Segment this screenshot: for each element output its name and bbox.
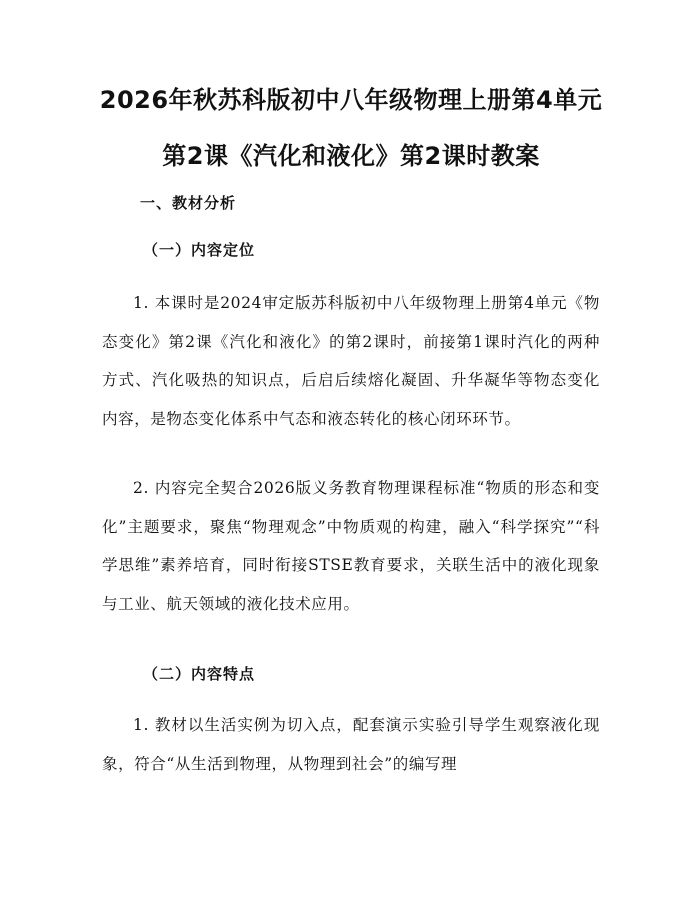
document-title: 2026年秋苏科版初中八年级物理上册第4单元第2课《汽化和液化》第2课时教案 bbox=[99, 86, 603, 170]
paragraph-positioning-1: 1. 本课时是2024审定版苏科版初中八年级物理上册第4单元《物态变化》第2课《汽化和液化》的第2课时，前接第1课时汽化的两种方式、汽化吸热的知识点，后启后续熔化凝固、升华凝华等物态变化内容，是物态变化体系中气态和液态转化的核心闭环环节。 bbox=[102, 294, 600, 428]
paragraph-features-1: 1. 教材以生活实例为切入点，配套演示实验引导学生观察液化现象，符合“从生活到物理，从物理到社会”的编写理 bbox=[102, 716, 600, 773]
paragraph-positioning-2: 2. 内容完全契合2026版义务教育物理课程标准“物质的形态和变化”主题要求，聚焦“物理观念”中物质观的构建，融入“科学探究”“科学思维”素养培育，同时衔接STSE教育要求，关联生活中的液化现象与工业、航天领域的液化技术应用。 bbox=[102, 479, 600, 613]
section-heading-textbook-analysis: 一、教材分析 bbox=[140, 194, 237, 212]
subsection-heading-content-features: （二）内容特点 bbox=[143, 665, 256, 683]
subsection-heading-content-positioning: （一）内容定位 bbox=[143, 241, 256, 259]
